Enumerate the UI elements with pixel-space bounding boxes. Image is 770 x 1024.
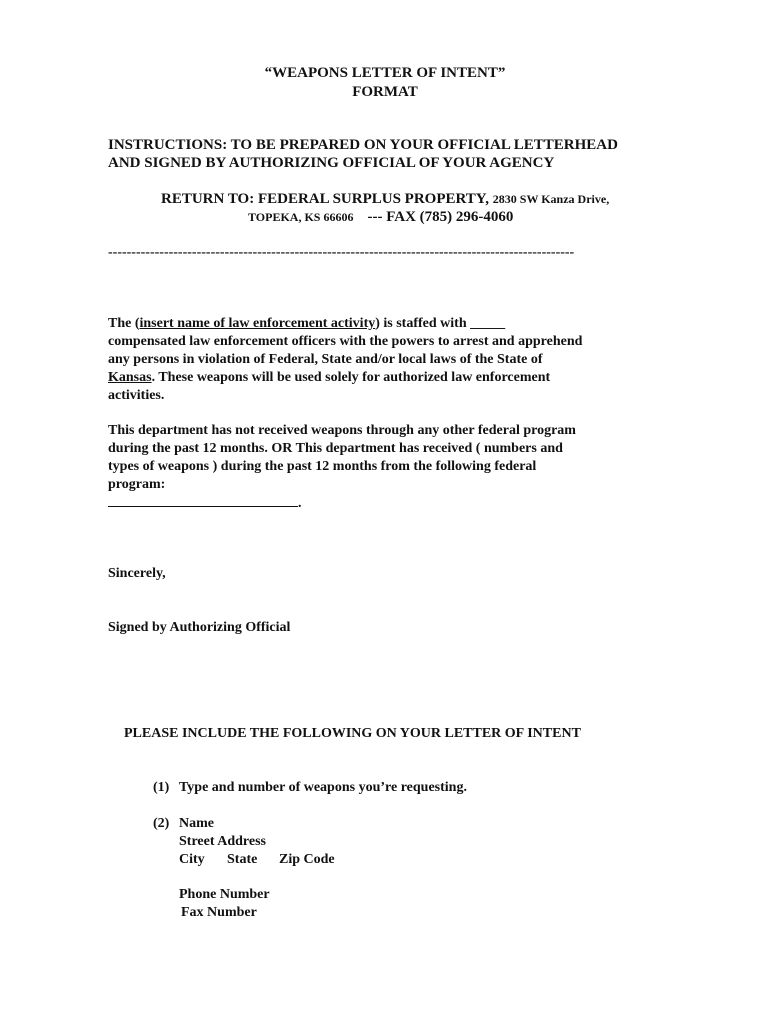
staffing-suffix: ) is staffed with — [375, 316, 471, 331]
usage-statement: . These weapons will be used solely for authorized law enforcement — [151, 370, 551, 385]
instructions-line-2: AND SIGNED BY AUTHORIZING OFFICIAL OF YOUR AGENCY — [108, 155, 555, 171]
include-item-2-city: City — [179, 852, 205, 867]
program-blank-period: . — [298, 496, 302, 511]
include-item-2-zip: Zip Code — [279, 852, 335, 867]
include-item-2-phone: Phone Number — [179, 887, 270, 902]
include-item-2-name: Name — [179, 816, 214, 831]
title-line-1: “WEAPONS LETTER OF INTENT” — [264, 65, 506, 81]
include-item-2-fax: Fax Number — [181, 905, 257, 920]
paragraph-staffing — [108, 315, 582, 405]
paragraph-staffing-line-3: any persons in violation of Federal, State and/or local laws of the State of — [108, 352, 543, 367]
include-heading: PLEASE INCLUDE THE FOLLOWING ON YOUR LETTER OF INTENT — [124, 726, 581, 741]
instructions-line-1: INSTRUCTIONS: TO BE PREPARED ON YOUR OFFICIAL LETTERHEAD — [108, 137, 618, 153]
signed-by-official: Signed by Authorizing Official — [108, 620, 291, 635]
paragraph-staffing-line-1 — [108, 315, 582, 333]
include-item-1-number: (1) — [153, 780, 170, 795]
return-to-street: 2830 SW Kanza Drive, — [492, 192, 610, 206]
paragraph-staffing-line-5: activities. — [108, 388, 165, 403]
paragraph-prior-line-4: program: — [108, 477, 166, 492]
paragraph-prior-weapons — [108, 422, 576, 513]
include-item-2-street: Street Address — [179, 834, 266, 849]
include-item-1-text: Type and number of weapons you’re requesting. — [179, 780, 467, 795]
return-to-city-line — [248, 208, 513, 226]
staffing-prefix: The ( — [108, 316, 140, 331]
include-item-2-number: (2) — [153, 816, 170, 831]
closing-sincerely: Sincerely, — [108, 566, 166, 581]
include-item-2-state: State — [227, 852, 258, 867]
paragraph-prior-line-5 — [108, 494, 576, 513]
paragraph-prior-line-3: types of weapons ) during the past 12 months from the following federal — [108, 459, 537, 474]
return-to-city: TOPEKA, KS 66606 — [248, 210, 354, 224]
return-to-label: RETURN TO: FEDERAL SURPLUS PROPERTY, — [161, 191, 490, 207]
program-name-blank — [108, 494, 298, 507]
paragraph-prior-line-1: This department has not received weapons through any other federal program — [108, 423, 576, 438]
return-to-line — [161, 190, 609, 208]
officer-count-blank: _____ — [470, 316, 506, 331]
title-line-2: FORMAT — [352, 84, 418, 100]
paragraph-staffing-line-4 — [108, 369, 582, 387]
paragraph-prior-line-2: during the past 12 months. OR This department has received ( numbers and — [108, 441, 563, 456]
state-name: Kansas — [108, 370, 152, 385]
agency-name-placeholder: insert name of law enforcement activity — [139, 316, 376, 331]
return-to-fax: --- FAX (785) 296-4060 — [367, 209, 514, 225]
paragraph-staffing-line-2: compensated law enforcement officers with the powers to arrest and apprehend — [108, 334, 583, 349]
separator-line: ---------------------------------------------------------------------------------------------------- — [108, 245, 575, 260]
